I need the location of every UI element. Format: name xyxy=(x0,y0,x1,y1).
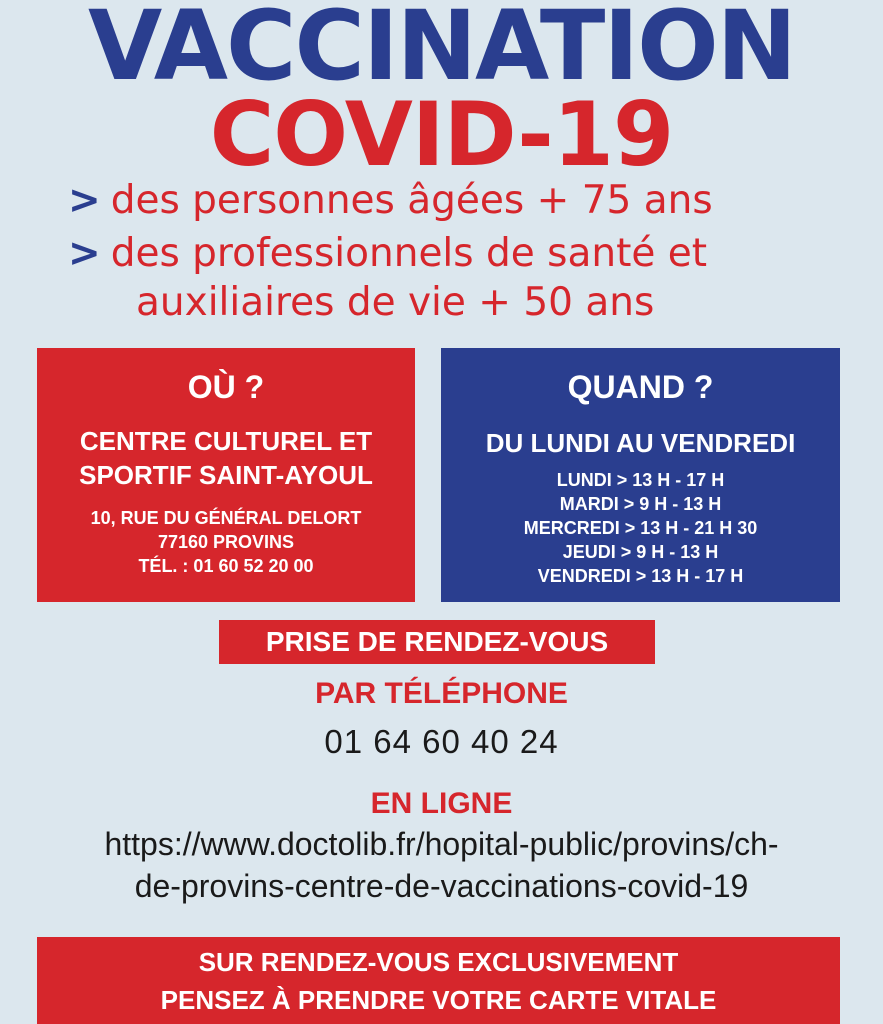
title-vaccination: VACCINATION xyxy=(87,0,796,102)
footer-banner xyxy=(37,937,840,1024)
schedule-monday: LUNDI > 13 H - 17 H xyxy=(556,470,725,490)
address-line1: 10, RUE DU GÉNÉRAL DELORT xyxy=(90,508,362,528)
bullet-elderly xyxy=(68,178,713,224)
doctolib-link[interactable] xyxy=(0,823,883,907)
when-heading: QUAND ? xyxy=(567,369,714,405)
bullet-professionals xyxy=(68,231,707,277)
footer-line2: PENSEZ À PRENDRE VOTRE CARTE VITALE xyxy=(160,985,717,1015)
schedule-tuesday: MARDI > 9 H - 13 H xyxy=(559,494,722,514)
when-box xyxy=(441,348,840,602)
title-covid: COVID-19 xyxy=(209,83,674,186)
where-box xyxy=(37,348,415,602)
when-days: DU LUNDI AU VENDREDI xyxy=(485,428,796,458)
footer-line1: SUR RENDEZ-VOUS EXCLUSIVEMENT xyxy=(198,947,679,977)
arrow-icon: > xyxy=(68,178,101,223)
schedule-friday: VENDREDI > 13 H - 17 H xyxy=(537,566,744,586)
bullet-professionals-text: des professionnels de santé et xyxy=(110,231,708,276)
address-line2: 77160 PROVINS xyxy=(157,532,295,552)
arrow-icon: > xyxy=(68,231,101,276)
url-line2[interactable]: de-provins-centre-de-vaccinations-covid-19 xyxy=(134,868,749,904)
bullet-elderly-text: des personnes âgées + 75 ans xyxy=(110,178,713,223)
url-line1[interactable]: https://www.doctolib.fr/hopital-public/provins/ch- xyxy=(104,826,779,862)
bullet-continuation: auxiliaires de vie + 50 ans xyxy=(136,280,655,325)
place-line1: CENTRE CULTUREL ET xyxy=(79,426,373,456)
appointment-banner: PRISE DE RENDEZ-VOUS xyxy=(219,620,655,664)
where-heading: OÙ ? xyxy=(187,369,265,405)
place-line2: SPORTIF SAINT-AYOUL xyxy=(79,460,373,490)
phone-label: PAR TÉLÉPHONE xyxy=(315,677,568,710)
phone-number[interactable]: 01 64 60 40 24 xyxy=(324,723,559,760)
where-phone: TÉL. : 01 60 52 20 00 xyxy=(138,556,314,576)
schedule-list xyxy=(441,468,840,588)
schedule-wednesday: MERCREDI > 13 H - 21 H 30 xyxy=(523,518,758,538)
online-label: EN LIGNE xyxy=(370,787,513,820)
schedule-thursday: JEUDI > 9 H - 13 H xyxy=(562,542,719,562)
